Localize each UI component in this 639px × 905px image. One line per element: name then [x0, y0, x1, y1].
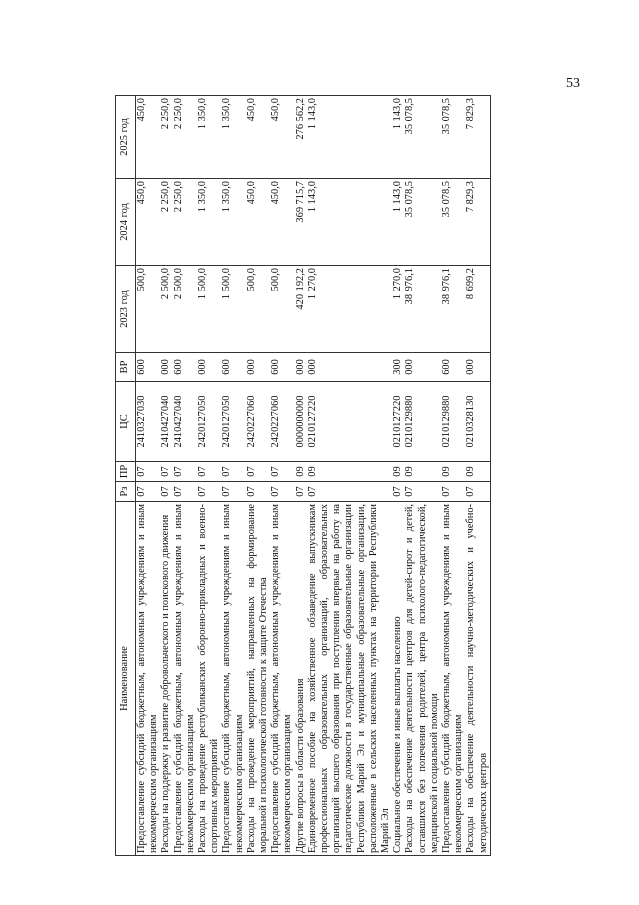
cell-vr: 000 [160, 353, 172, 382]
cell-2024: 450,0 [270, 179, 294, 266]
cell-cs: 2420127050 [221, 382, 245, 462]
cell-pr: 09 [441, 462, 465, 482]
cell-vr: 000 [197, 353, 221, 382]
cell-rz: 07 [173, 482, 197, 502]
cell-2023: 500,0 [246, 266, 270, 353]
cell-cs: 2410427040 [173, 382, 197, 462]
cell-2023: 500,0 [270, 266, 294, 353]
rotated-table-container [115, 96, 557, 856]
cell-rz: 07 [160, 482, 172, 502]
cell-name: Расходы на проведение мероприятий, направленных на формирование моральной и психологической готовности к защите Отечества [246, 502, 270, 856]
cell-vr: 600 [173, 353, 197, 382]
cell-cs: 0210127220 [307, 382, 392, 462]
cell-rz: 07 [246, 482, 270, 502]
cell-2025: 1 143,0 [307, 96, 392, 179]
cell-cs: 2420227060 [246, 382, 270, 462]
cell-cs: 0210127220 [392, 382, 404, 462]
cell-name: Предоставление субсидий бюджетным, автономным учреждениям и иным некоммерческим организациям [136, 502, 161, 856]
cell-cs: 2410427040 [160, 382, 172, 462]
cell-name: Расходы на проведение республиканских оборонно-прикладных и военно-спортивных мероприятий [197, 502, 221, 856]
table-row [246, 96, 270, 856]
cell-pr: 09 [295, 462, 307, 482]
cell-vr: 000 [246, 353, 270, 382]
cell-2024: 35 078,5 [441, 179, 465, 266]
cell-vr: 300 [392, 353, 404, 382]
header-2024: 2024 год [116, 179, 136, 266]
cell-name: Предоставление субсидий бюджетным, автономным учреждениям и иным некоммерческим организациям [270, 502, 294, 856]
cell-2025: 1 350,0 [197, 96, 221, 179]
cell-2025: 7 829,3 [465, 96, 490, 179]
cell-2024: 35 078,5 [404, 179, 441, 266]
cell-name: Социальное обеспечение и иные выплаты населению [392, 502, 404, 856]
cell-vr: 600 [136, 353, 161, 382]
cell-rz: 07 [295, 482, 307, 502]
table-row [465, 96, 490, 856]
header-rz: Рз [116, 482, 136, 502]
cell-pr: 07 [136, 462, 161, 482]
table-row [392, 96, 404, 856]
table-body [136, 96, 491, 856]
cell-2025: 1 143,0 [392, 96, 404, 179]
cell-2025: 35 078,5 [441, 96, 465, 179]
cell-2024: 369 715,7 [295, 179, 307, 266]
cell-2023: 1 500,0 [221, 266, 245, 353]
cell-rz: 07 [270, 482, 294, 502]
cell-pr: 09 [307, 462, 392, 482]
cell-cs: 0210129880 [441, 382, 465, 462]
cell-pr: 09 [465, 462, 490, 482]
cell-2024: 1 350,0 [197, 179, 221, 266]
cell-vr: 000 [307, 353, 392, 382]
cell-vr: 000 [295, 353, 307, 382]
cell-rz: 07 [197, 482, 221, 502]
cell-pr: 07 [270, 462, 294, 482]
cell-2023: 1 500,0 [197, 266, 221, 353]
table-row [307, 96, 392, 856]
table-row [136, 96, 161, 856]
cell-vr: 600 [270, 353, 294, 382]
cell-vr: 600 [221, 353, 245, 382]
cell-cs: 2420227060 [270, 382, 294, 462]
cell-2023: 38 976,1 [441, 266, 465, 353]
cell-2023: 1 270,0 [392, 266, 404, 353]
cell-2024: 1 350,0 [221, 179, 245, 266]
cell-cs: 2410327030 [136, 382, 161, 462]
cell-pr: 07 [197, 462, 221, 482]
cell-vr: 000 [404, 353, 441, 382]
header-2025: 2025 год [116, 96, 136, 179]
cell-rz: 07 [392, 482, 404, 502]
cell-2024: 450,0 [246, 179, 270, 266]
cell-rz: 07 [404, 482, 441, 502]
cell-2025: 450,0 [270, 96, 294, 179]
cell-name: Расходы на поддержку и развитие добровольческого и поискового движения [160, 502, 172, 856]
cell-2023: 2 500,0 [173, 266, 197, 353]
header-vr: ВР [116, 353, 136, 382]
cell-rz: 07 [136, 482, 161, 502]
table-row [160, 96, 172, 856]
cell-2025: 450,0 [136, 96, 161, 179]
cell-cs: 0210129880 [404, 382, 441, 462]
cell-2024: 1 143,0 [307, 179, 392, 266]
table-row [404, 96, 441, 856]
cell-vr: 600 [441, 353, 465, 382]
cell-2024: 1 143,0 [392, 179, 404, 266]
cell-cs: 0000000000 [295, 382, 307, 462]
cell-2023: 8 699,2 [465, 266, 490, 353]
cell-name: Предоставление субсидий бюджетным, автономным учреждениям и иным некоммерческим организациям [173, 502, 197, 856]
table-row [197, 96, 221, 856]
cell-pr: 07 [246, 462, 270, 482]
table-row [173, 96, 197, 856]
cell-2023: 500,0 [136, 266, 161, 353]
header-cs: ЦС [116, 382, 136, 462]
cell-pr: 07 [160, 462, 172, 482]
cell-2024: 2 250,0 [160, 179, 172, 266]
cell-name: Предоставление субсидий бюджетным, автономным учреждениям и иным некоммерческим организациям [441, 502, 465, 856]
cell-pr: 07 [173, 462, 197, 482]
cell-2024: 2 250,0 [173, 179, 197, 266]
cell-rz: 07 [307, 482, 392, 502]
cell-2023: 420 192,2 [295, 266, 307, 353]
table-row [270, 96, 294, 856]
cell-name: Расходы на обеспечение деятельности научно-методических и учебно-методических центров [465, 502, 490, 856]
cell-pr: 07 [221, 462, 245, 482]
cell-name: Расходы на обеспечение деятельности центров для детей-сирот и детей, оставшихся без попечения родителей, центра психолого-педагогической, медицинской и социальной помощи [404, 502, 441, 856]
cell-2023: 38 976,1 [404, 266, 441, 353]
table-row [295, 96, 307, 856]
cell-2023: 1 270,0 [307, 266, 392, 353]
budget-table [115, 95, 491, 856]
header-pr: ПР [116, 462, 136, 482]
cell-name: Предоставление субсидий бюджетным, автономным учреждениям и иным некоммерческим организациям [221, 502, 245, 856]
header-name: Наименование [116, 502, 136, 856]
cell-2025: 2 250,0 [173, 96, 197, 179]
cell-2024: 7 829,3 [465, 179, 490, 266]
cell-2025: 450,0 [246, 96, 270, 179]
cell-rz: 07 [441, 482, 465, 502]
cell-2024: 450,0 [136, 179, 161, 266]
cell-2023: 2 500,0 [160, 266, 172, 353]
cell-2025: 276 562,2 [295, 96, 307, 179]
cell-cs: 0210328130 [465, 382, 490, 462]
header-2023: 2023 год [116, 266, 136, 353]
cell-rz: 07 [465, 482, 490, 502]
cell-name: Другие вопросы в области образования [295, 502, 307, 856]
cell-2025: 2 250,0 [160, 96, 172, 179]
table-row [441, 96, 465, 856]
table-header [116, 96, 136, 856]
cell-pr: 09 [392, 462, 404, 482]
cell-pr: 09 [404, 462, 441, 482]
cell-2025: 1 350,0 [221, 96, 245, 179]
cell-2025: 35 078,5 [404, 96, 441, 179]
page-number: 53 [566, 76, 580, 91]
cell-cs: 2420127050 [197, 382, 221, 462]
cell-rz: 07 [221, 482, 245, 502]
cell-name: Единовременное пособие на хозяйственное обзаведение выпускникам профессиональных образовательных организаций, образовательных организаций высшего образования при поступлении впервые на работу на педагогические должности в государственные образовательные организации Республики Марий Эл и муниципальные образовательные организации, расположенные в сельских населенных пунктах на территории Республики Марий Эл [307, 502, 392, 856]
cell-vr: 000 [465, 353, 490, 382]
table-row [221, 96, 245, 856]
